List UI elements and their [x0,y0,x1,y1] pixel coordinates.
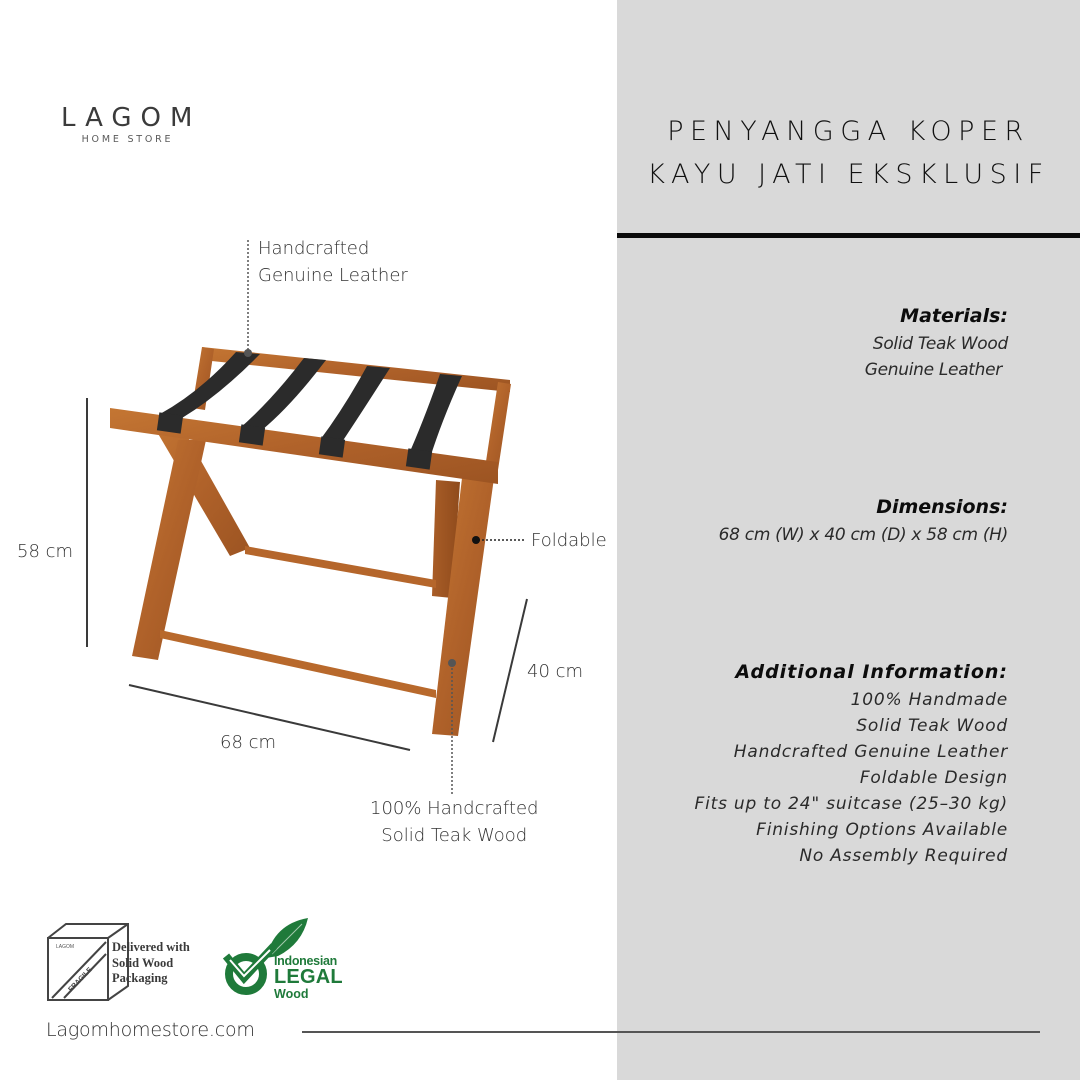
product-title [617,110,1080,196]
luggage-rack-illustration [0,230,617,870]
additional-info-item: Finishing Options Available [756,820,1008,840]
dimensions-section [719,492,1008,548]
indonesian-legal-wood-badge [222,914,352,1004]
svg-text:FRAGILE: FRAGILE [67,966,94,994]
additional-info-item: No Assembly Required [799,846,1008,866]
additional-info-item: 100% Handmade [850,690,1008,710]
legal-wood-text: Indonesian LEGAL Wood [274,954,343,1001]
additional-info-item: Handcrafted Genuine Leather [733,742,1008,762]
additional-info-item: Foldable Design [859,768,1008,788]
dimension-depth-label: 40 cm [527,661,584,682]
brand-logo [52,104,200,145]
additional-info-item: Solid Teak Wood [856,716,1008,736]
dimension-height-label: 58 cm [17,541,74,562]
callout-foldable: Foldable [531,530,607,551]
additional-info-item: Fits up to 24" suitcase (25–30 kg) [694,794,1008,814]
materials-section [865,301,1008,383]
additional-info-section [695,657,1009,869]
dimension-width-label: 68 cm [220,732,277,753]
additional-info-heading: Additional Information: [735,661,1008,683]
callout-wood: 100% Handcrafted Solid Teak Wood [370,798,539,846]
packaging-badge [44,920,214,1004]
brand-name: LAGOM [61,103,202,133]
materials-item: Solid Teak Wood [872,334,1008,354]
brand-tagline: HOME STORE [81,134,174,145]
product-title-line-2: KAYU JATI EKSKLUSIF [647,159,1050,190]
dimensions-value: 68 cm (W) x 40 cm (D) x 58 cm (H) [718,525,1008,545]
svg-text:LAGOM: LAGOM [56,944,75,950]
packaging-text: Delivered with Solid Wood Packaging [112,940,190,985]
materials-heading: Materials: [900,305,1008,327]
product-title-line-1: PENYANGGA KOPER [667,116,1030,147]
materials-item: Genuine Leather [864,360,1002,380]
callout-leather: Handcrafted Genuine Leather [258,238,408,286]
website-link[interactable]: Lagomhomestore.com [46,1019,255,1041]
dimensions-heading: Dimensions: [876,496,1008,518]
footer-divider [302,1031,1040,1033]
title-divider [617,233,1080,238]
